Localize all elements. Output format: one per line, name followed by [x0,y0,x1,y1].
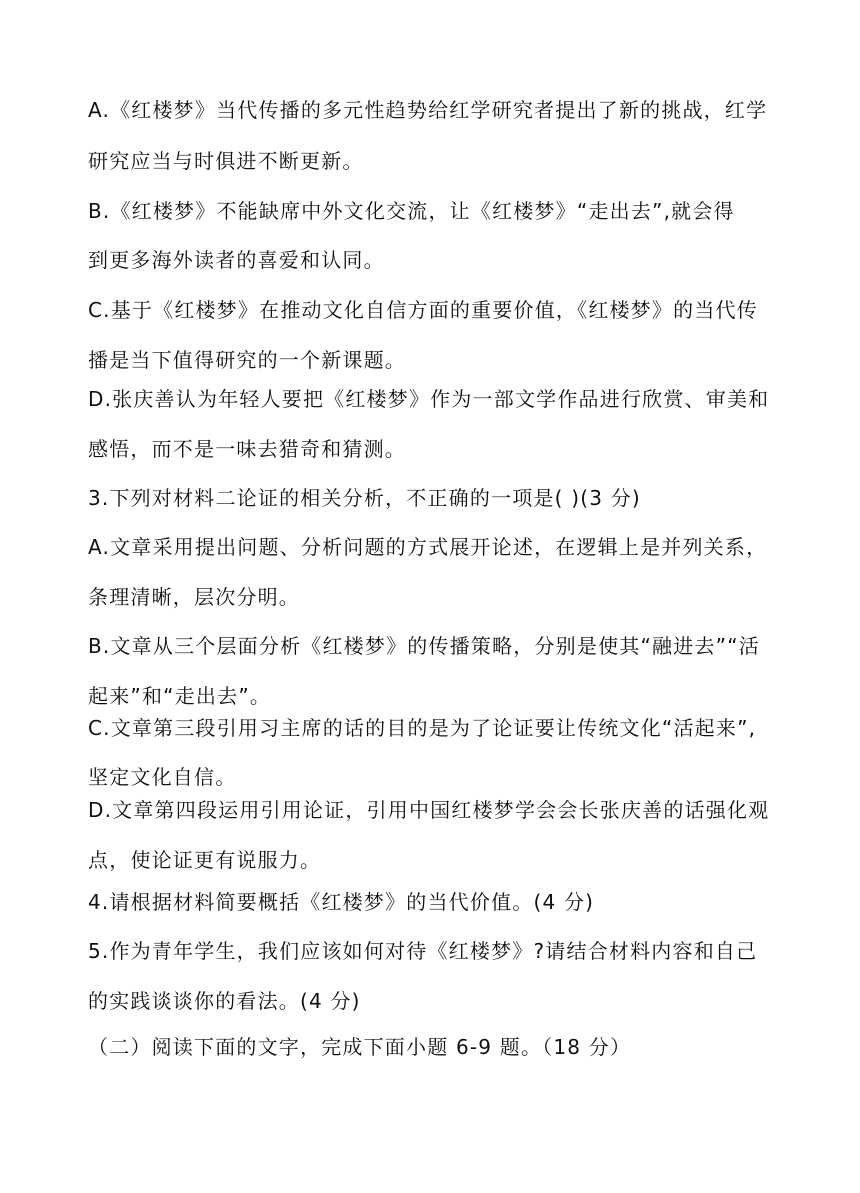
option-b-line-1: B.《红楼梦》不能缺席中外文化交流，让《红楼梦》“走出去”,就会得 [88,199,735,223]
question-3: 3.下列对材料二论证的相关分析，不正确的一项是( )(3 分) [88,486,641,510]
q3-option-d-line-2: 点，使论证更有说服力。 [88,848,322,872]
option-b-line-2: 到更多海外读者的喜爱和认同。 [88,248,385,272]
question-5-line-2: 的实践谈谈你的看法。(4 分) [88,989,361,1013]
option-a-line-2: 研究应当与时俱进不断更新。 [88,149,364,173]
q3-option-b-line-1: B.文章从三个层面分析《红楼梦》的传播策略，分别是使其“融进去”“活 [88,634,760,658]
option-c-line-2: 播是当下值得研究的一个新课题。 [88,348,406,372]
q3-option-d-line-1: D.文章第四段运用引用论证，引用中国红楼梦学会会长张庆善的话强化观 [88,798,770,822]
question-5-line-1: 5.作为青年学生，我们应该如何对待《红楼梦》?请结合材料内容和自己 [88,939,758,963]
option-d-line-2: 感悟，而不是一味去猎奇和猜测。 [88,437,406,461]
option-a-line-1: A.《红楼梦》当代传播的多元性趋势给红学研究者提出了新的挑战，红学 [88,98,768,122]
q3-option-a-line-1: A.文章采用提出问题、分析问题的方式展开论述，在逻辑上是并列关系， [88,535,768,559]
option-d-line-1: D.张庆善认为年轻人要把《红楼梦》作为一部文学作品进行欣赏、审美和 [88,387,770,411]
q3-option-a-line-2: 条理清晰，层次分明。 [88,585,300,609]
q3-option-c-line-1: C.文章第三段引用习主席的话的目的是为了论证要让传统文化“活起来”, [88,716,757,740]
q3-option-b-line-2: 起来”和“走出去”。 [88,684,272,708]
q3-option-c-line-2: 坚定文化自信。 [88,765,237,789]
section-two-heading: （二）阅读下面的文字，完成下面小题 6-9 题。（18 分） [88,1035,632,1059]
question-4: 4.请根据材料简要概括《红楼梦》的当代价值。(4 分) [88,890,595,914]
option-c-line-1: C.基于《红楼梦》在推动文化自信方面的重要价值，《红楼梦》的当代传 [88,298,758,322]
